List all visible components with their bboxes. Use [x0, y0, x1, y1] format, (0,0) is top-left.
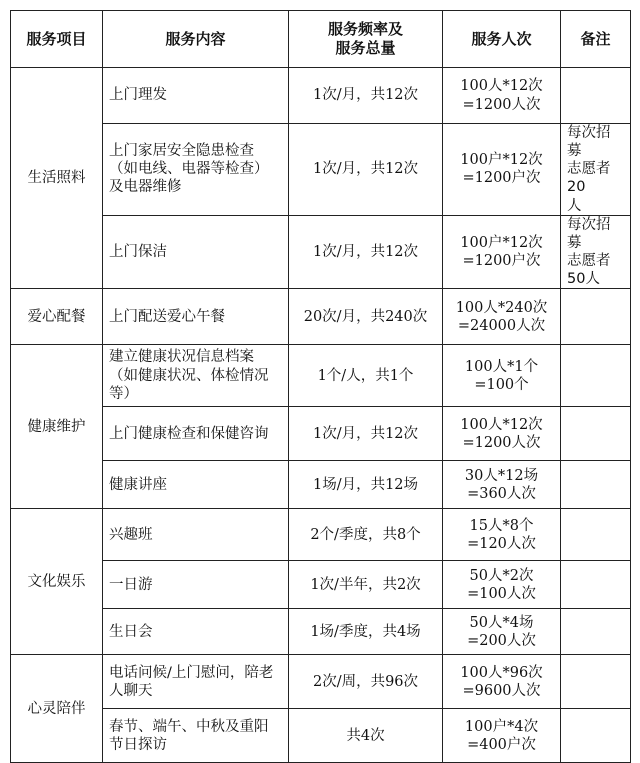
people-cell: 100人*240次 =24000人次: [443, 289, 561, 345]
people-cell: 100户*12次 =1200户次: [443, 124, 561, 216]
note-cell: [561, 709, 631, 763]
header-notes: 备注: [561, 11, 631, 68]
note-cell: [561, 609, 631, 655]
people-cell: 100人*12次 =1200人次: [443, 68, 561, 124]
content-cell: 上门家居安全隐患检查（如电线、电器等检查）及电器维修: [103, 124, 289, 216]
category-cell: 健康维护: [11, 345, 103, 509]
header-row: [11, 11, 631, 68]
content-cell: 上门配送爱心午餐: [103, 289, 289, 345]
people-cell: 100户*12次 =1200户次: [443, 215, 561, 289]
table-row: [11, 561, 631, 609]
frequency-cell: 2次/周，共96次: [289, 655, 443, 709]
content-cell: 上门理发: [103, 68, 289, 124]
content-cell: 兴趣班: [103, 509, 289, 561]
frequency-cell: 1次/月，共12次: [289, 215, 443, 289]
table-row: [11, 655, 631, 709]
frequency-cell: 2个/季度，共8个: [289, 509, 443, 561]
table-row: [11, 345, 631, 407]
table-row: [11, 609, 631, 655]
header-service-content: 服务内容: [103, 11, 289, 68]
frequency-cell: 1场/季度，共4场: [289, 609, 443, 655]
frequency-cell: 1次/月，共12次: [289, 124, 443, 216]
table-row: [11, 509, 631, 561]
content-cell: 生日会: [103, 609, 289, 655]
content-cell: 一日游: [103, 561, 289, 609]
people-cell: 50人*4场 =200人次: [443, 609, 561, 655]
frequency-cell: 1次/月，共12次: [289, 407, 443, 461]
table-row: [11, 407, 631, 461]
people-cell: 100人*12次 =1200人次: [443, 407, 561, 461]
header-service-item: 服务项目: [11, 11, 103, 68]
service-table-container: [10, 10, 631, 763]
people-cell: 30人*12场 =360人次: [443, 461, 561, 509]
note-cell: 每次招募 志愿者20 人: [561, 124, 631, 216]
note-cell: [561, 289, 631, 345]
service-table: [10, 10, 631, 763]
note-cell: [561, 509, 631, 561]
content-cell: 春节、端午、中秋及重阳节日探访: [103, 709, 289, 763]
content-cell: 健康讲座: [103, 461, 289, 509]
people-cell: 100户*4次 =400户次: [443, 709, 561, 763]
frequency-cell: 共4次: [289, 709, 443, 763]
header-frequency-total: 服务频率及 服务总量: [289, 11, 443, 68]
category-cell: 文化娱乐: [11, 509, 103, 655]
people-cell: 50人*2次 =100人次: [443, 561, 561, 609]
category-cell: 生活照料: [11, 68, 103, 289]
frequency-cell: 20次/月，共240次: [289, 289, 443, 345]
note-cell: [561, 655, 631, 709]
table-row: [11, 709, 631, 763]
frequency-cell: 1次/月，共12次: [289, 68, 443, 124]
header-service-count: 服务人次: [443, 11, 561, 68]
table-row: [11, 124, 631, 216]
people-cell: 15人*8个 =120人次: [443, 509, 561, 561]
people-cell: 100人*1个 =100个: [443, 345, 561, 407]
content-cell: 建立健康状况信息档案（如健康状况、体检情况等）: [103, 345, 289, 407]
frequency-cell: 1次/半年，共2次: [289, 561, 443, 609]
frequency-cell: 1个/人，共1个: [289, 345, 443, 407]
note-cell: [561, 345, 631, 407]
table-row: [11, 215, 631, 289]
category-cell: 爱心配餐: [11, 289, 103, 345]
content-cell: 上门健康检查和保健咨询: [103, 407, 289, 461]
table-row: [11, 461, 631, 509]
table-row: [11, 289, 631, 345]
content-cell: 上门保洁: [103, 215, 289, 289]
table-row: [11, 68, 631, 124]
content-cell: 电话问候/上门慰问，陪老人聊天: [103, 655, 289, 709]
note-cell: 每次招募 志愿者 50人: [561, 215, 631, 289]
note-cell: [561, 68, 631, 124]
note-cell: [561, 561, 631, 609]
note-cell: [561, 407, 631, 461]
category-cell: 心灵陪伴: [11, 655, 103, 763]
note-cell: [561, 461, 631, 509]
people-cell: 100人*96次 =9600人次: [443, 655, 561, 709]
frequency-cell: 1场/月，共12场: [289, 461, 443, 509]
